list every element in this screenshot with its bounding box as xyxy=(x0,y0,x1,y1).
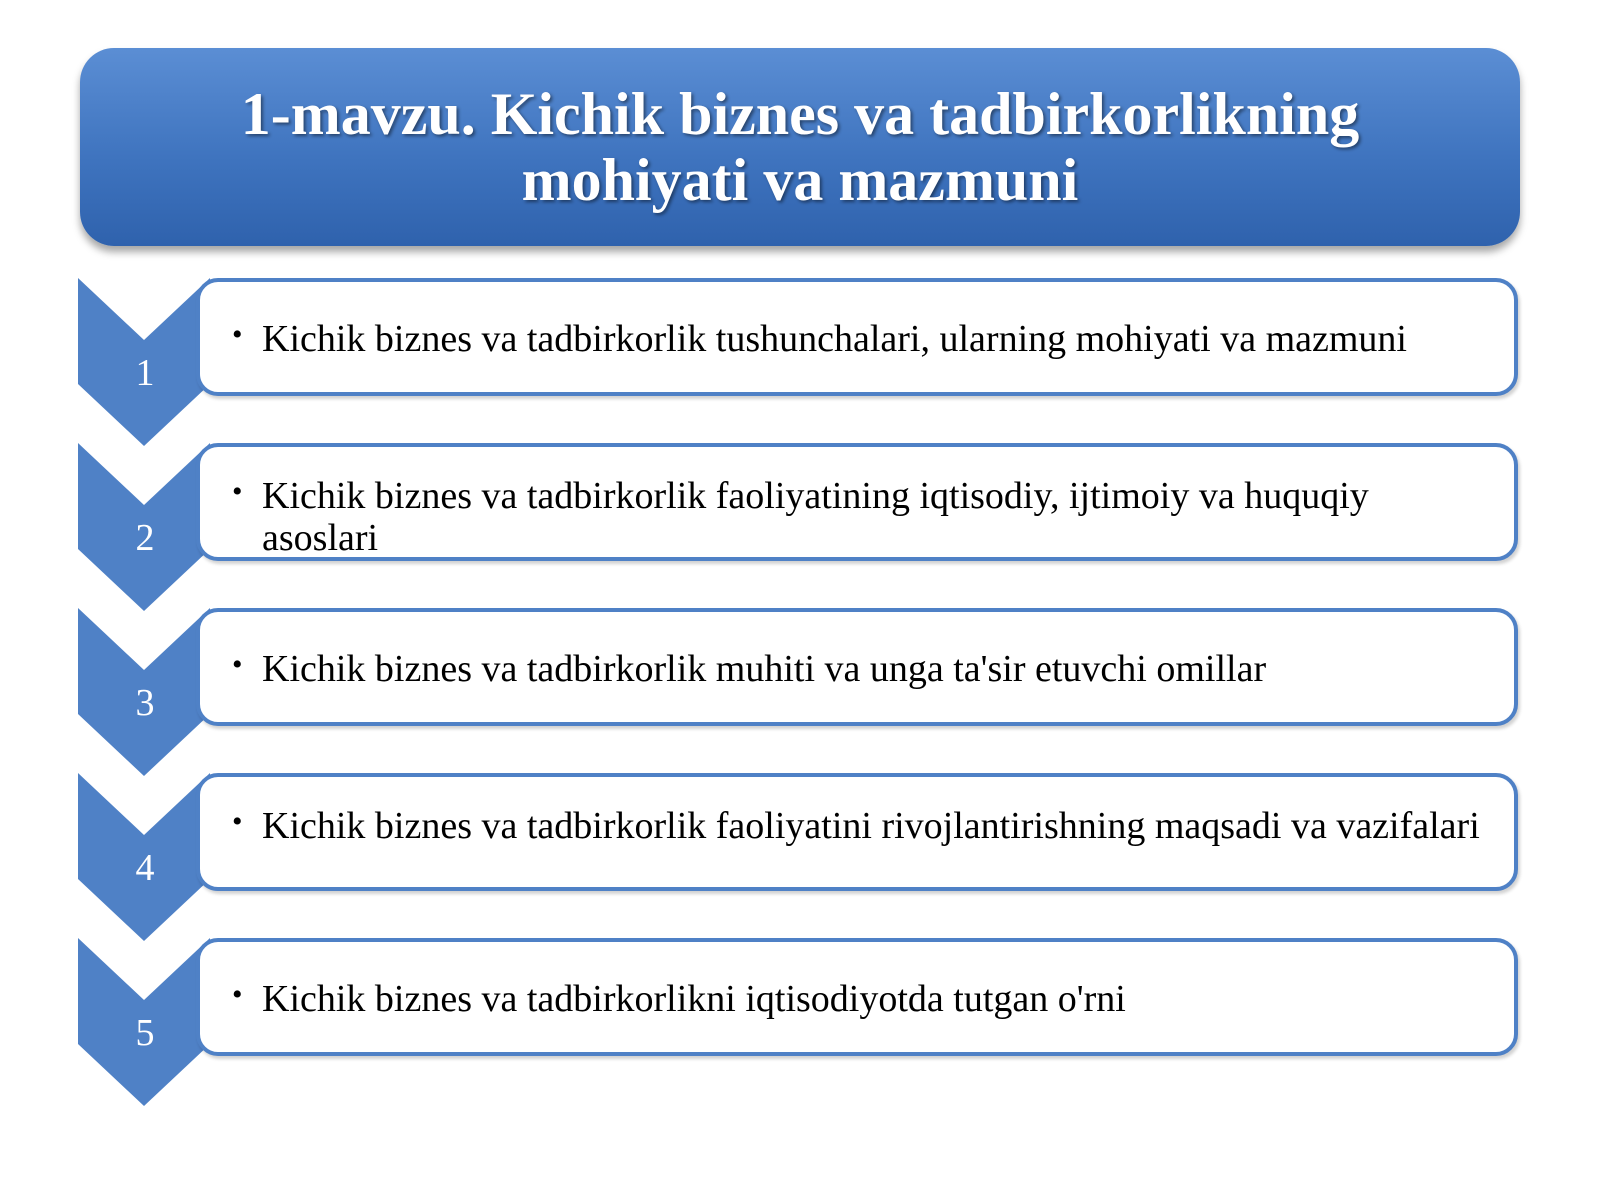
step-text-4: Kichik biznes va tadbirkorlik faoliyatini rivojlantirishning maqsadi va vazifalari xyxy=(262,805,1480,847)
title-line-2: mohiyati va mazmuni xyxy=(521,147,1079,213)
bullet-icon: • xyxy=(232,318,243,351)
step-box-2 xyxy=(196,443,1518,561)
step-box-5 xyxy=(196,938,1518,1056)
step-item-2 xyxy=(232,475,1484,559)
title-line-1: 1-mavzu. Kichik biznes va tadbirkorlikning xyxy=(240,81,1360,147)
step-text-2: Kichik biznes va tadbirkorlik faoliyatining iqtisodiy, ijtimoiy va huquqiy asoslari xyxy=(262,475,1369,559)
step-text-5: Kichik biznes va tadbirkorlikni iqtisodiyotda tutgan o'rni xyxy=(262,978,1126,1020)
step-text-3: Kichik biznes va tadbirkorlik muhiti va unga ta'sir etuvchi omillar xyxy=(262,648,1267,690)
bullet-icon: • xyxy=(232,978,243,1011)
bullet-icon: • xyxy=(232,805,243,838)
step-item-5 xyxy=(232,978,1484,1020)
bullet-icon: • xyxy=(232,648,243,681)
step-number-4: 4 xyxy=(135,847,155,889)
step-number-5: 5 xyxy=(135,1012,155,1054)
step-box-4 xyxy=(196,773,1518,891)
step-item-4 xyxy=(232,805,1484,847)
step-number-2: 2 xyxy=(135,517,155,559)
step-box-3 xyxy=(196,608,1518,726)
step-number-3: 3 xyxy=(135,682,155,724)
step-box-1 xyxy=(196,278,1518,396)
step-number-1: 1 xyxy=(135,352,155,394)
step-text-1: Kichik biznes va tadbirkorlik tushunchalari, ularning mohiyati va mazmuni xyxy=(262,318,1407,360)
bullet-icon: • xyxy=(232,475,243,508)
step-item-1 xyxy=(232,318,1484,360)
step-item-3 xyxy=(232,648,1484,690)
